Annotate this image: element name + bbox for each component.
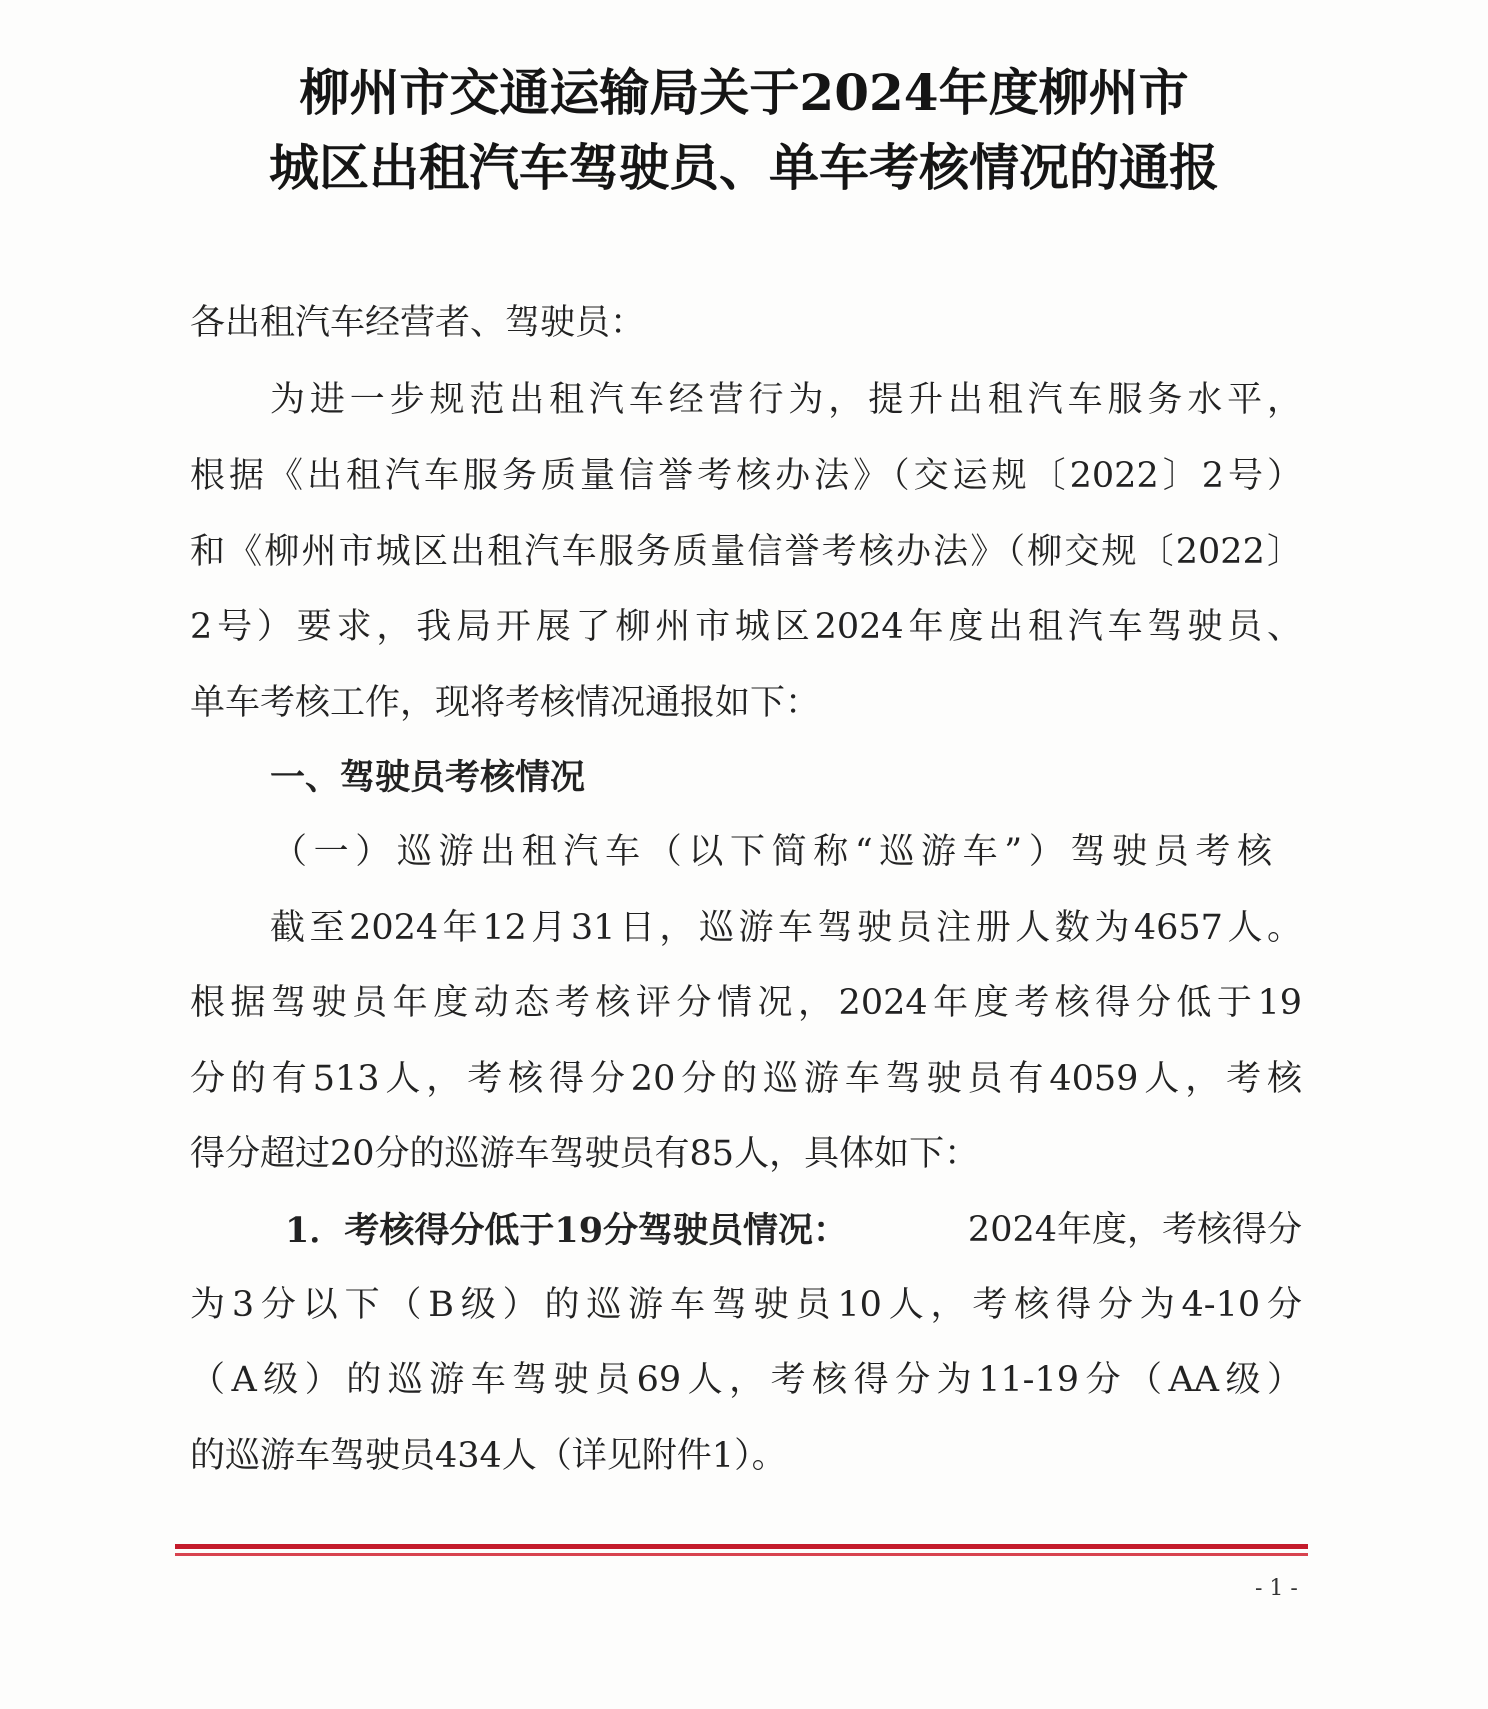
page-number: - 1 - <box>1255 1576 1298 1601</box>
para-2-bold-lead: 1．考核得分低于19分驾驶员情况： <box>285 1210 849 1251</box>
para-2-line-3: （A级）的巡游车驾驶员69人，考核得分为11-19分（AA级） <box>190 1360 1302 1400</box>
para-1-line-4: 得分超过20分的巡游车驾驶员有85人，具体如下： <box>190 1134 980 1174</box>
para-2-line-4: 的巡游车驾驶员434人（详见附件1）。 <box>190 1436 787 1476</box>
para-2-line-1-rest: 2024年度，考核得分 <box>967 1210 1302 1250</box>
para-1-line-3: 分的有513人，考核得分20分的巡游车驾驶员有4059人，考核 <box>190 1059 1302 1099</box>
para-2-line-1 <box>285 1210 1302 1251</box>
para-2-line-2: 为3分以下（B级）的巡游车驾驶员10人，考核得分为4-10分 <box>190 1285 1302 1325</box>
subsection-1-heading: （一）巡游出租汽车（以下简称“巡游车”）驾驶员考核 <box>272 832 1272 872</box>
document-title-line-1: 柳州市交通运输局关于2024年度柳州市 <box>299 63 1189 122</box>
para-1-line-2: 根据驾驶员年度动态考核评分情况，2024年度考核得分低于19 <box>190 983 1302 1023</box>
document-title-line-2: 城区出租汽车驾驶员、单车考核情况的通报 <box>269 138 1219 197</box>
para-1-line-1: 截至2024年12月31日，巡游车驾驶员注册人数为4657人。 <box>270 908 1302 948</box>
intro-line-4: 2号）要求，我局开展了柳州市城区2024年度出租汽车驾驶员、 <box>190 607 1302 647</box>
section-1-heading: 一、驾驶员考核情况 <box>270 757 586 798</box>
intro-line-1: 为进一步规范出租汽车经营行为，提升出租汽车服务水平， <box>270 380 1302 420</box>
footer-red-rule-thin <box>175 1553 1308 1556</box>
intro-line-3: 和《柳州市城区出租汽车服务质量信誉考核办法》（柳交规〔2022〕 <box>190 532 1302 572</box>
intro-line-5: 单车考核工作，现将考核情况通报如下： <box>190 683 821 723</box>
footer-red-rule-thick <box>175 1544 1308 1549</box>
salutation: 各出租汽车经营者、驾驶员： <box>190 303 646 343</box>
intro-line-2: 根据《出租汽车服务质量信誉考核办法》（交运规〔2022〕2号） <box>190 456 1302 496</box>
